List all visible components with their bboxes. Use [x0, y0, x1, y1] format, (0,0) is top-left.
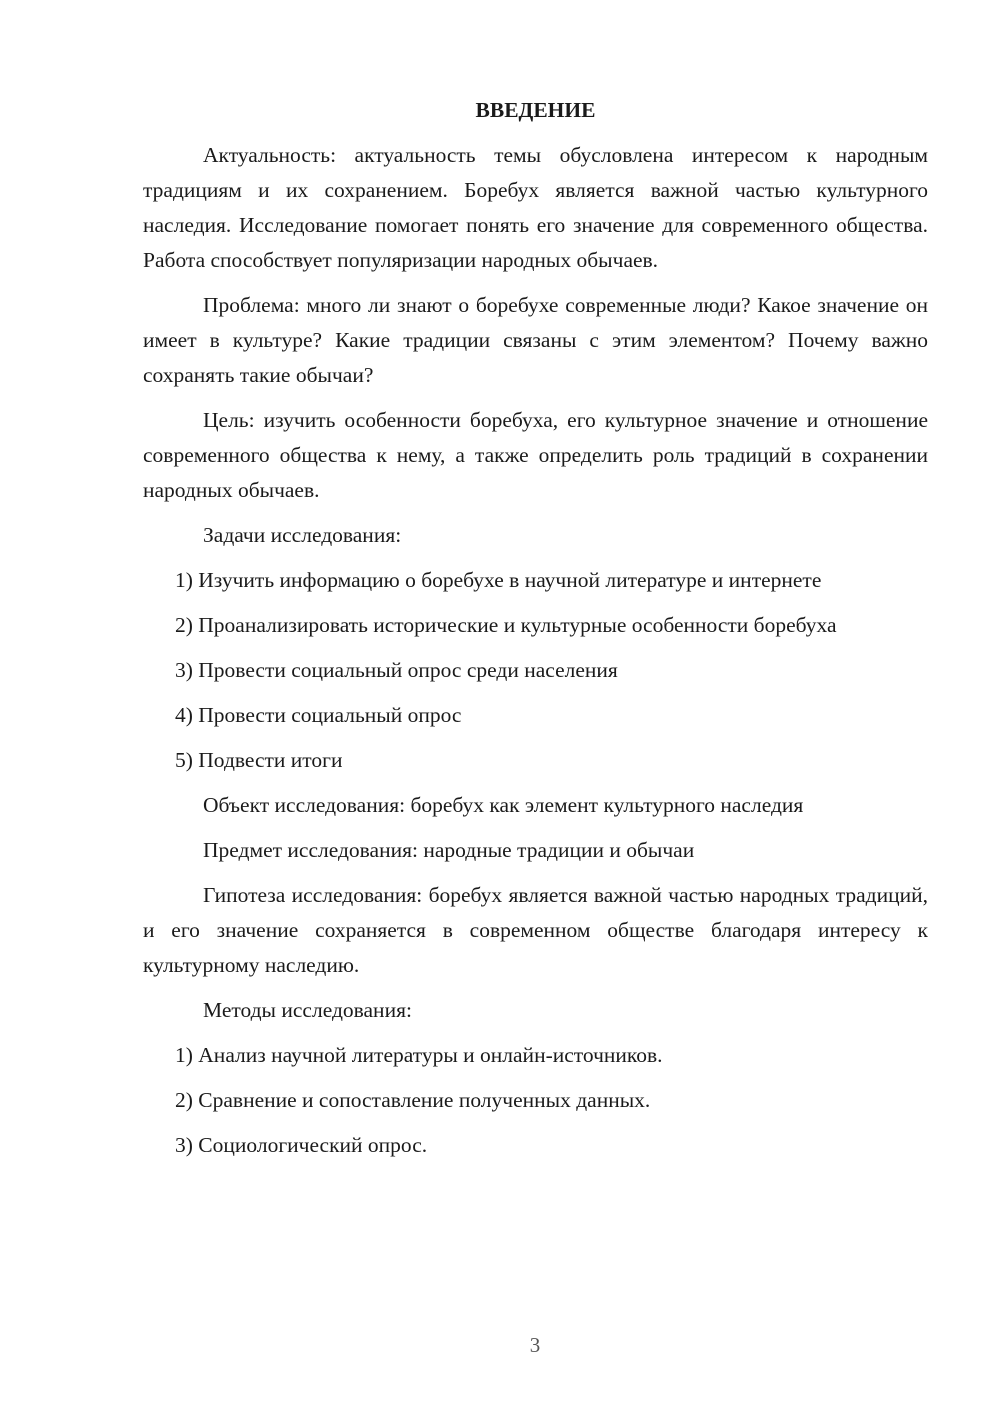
method-item-1: 1) Анализ научной литературы и онлайн-источников.	[175, 1043, 663, 1067]
hypothesis-paragraph: Гипотеза исследования: боребух является важной частью народных традиций, и его значение сохраняется в современном обществе благодаря интересу к культурному наследию.	[143, 883, 928, 977]
task-item-3: 3) Провести социальный опрос среди населения	[175, 658, 618, 682]
task-item-5: 5) Подвести итоги	[175, 748, 343, 772]
problem-paragraph: Проблема: много ли знают о боребухе современные люди? Какое значение он имеет в культуре? Какие традиции связаны с этим элементом? Почему важно сохранять такие обычаи?	[143, 293, 928, 387]
task-item-4: 4) Провести социальный опрос	[175, 703, 462, 727]
object-paragraph: Объект исследования: боребух как элемент культурного наследия	[203, 793, 804, 817]
method-item-3: 3) Социологический опрос.	[175, 1133, 428, 1157]
methods-heading: Методы исследования:	[203, 998, 412, 1022]
page-number: 3	[529, 1333, 541, 1357]
tasks-heading: Задачи исследования:	[203, 523, 402, 547]
method-item-2: 2) Сравнение и сопоставление полученных данных.	[175, 1088, 651, 1112]
page-content	[143, 93, 928, 1173]
goal-paragraph: Цель: изучить особенности боребуха, его культурное значение и отношение современного общества к нему, а также определить роль традиций в сохранении народных обычаев.	[143, 408, 928, 502]
relevance-paragraph: Актуальность: актуальность темы обусловлена интересом к народным традициям и их сохранением. Боребух является важной частью культурного наследия. Исследование помогает понять его значение для современного общества. Работа способствует популяризации народных обычаев.	[143, 143, 928, 272]
task-item-2: 2) Проанализировать исторические и культурные особенности боребуха	[175, 613, 837, 637]
section-title: ВВЕДЕНИЕ	[475, 98, 596, 122]
task-item-1: 1) Изучить информацию о боребухе в научной литературе и интернете	[175, 568, 822, 592]
subject-paragraph: Предмет исследования: народные традиции и обычаи	[203, 838, 695, 862]
